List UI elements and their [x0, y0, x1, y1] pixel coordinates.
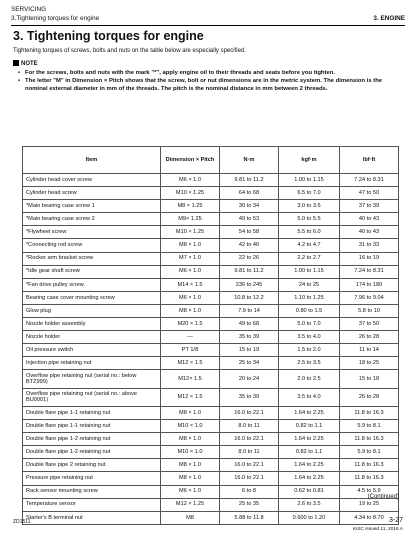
- page-title: 3. Tightening torques for engine: [13, 29, 204, 43]
- table-row: [23, 304, 399, 317]
- table-row: [23, 407, 399, 420]
- table-row: [23, 174, 399, 187]
- table-row: [23, 278, 399, 291]
- cell-dimension: M8 × 1.0: [161, 459, 220, 472]
- table-row: [23, 200, 399, 213]
- cell-nm: 236 to 245: [220, 278, 279, 291]
- cell-nm: 8.0 to 11: [220, 446, 279, 459]
- note-list: [18, 69, 404, 93]
- cell-dimension: M10 × 1.25: [161, 187, 220, 200]
- cell-kgfm: 2.0 to 2.5: [279, 370, 340, 388]
- cell-item: Double flare pipe 1-1 retaining nut: [23, 420, 161, 433]
- cell-kgfm: 4.2 to 4.7: [279, 239, 340, 252]
- table-row: [23, 388, 399, 406]
- cell-kgfm: 1.5 to 2.0: [279, 344, 340, 357]
- column-header-nm: N·m: [220, 147, 279, 174]
- cell-lbfft: 174 to 180: [340, 278, 399, 291]
- cell-dimension: M10 × 1.0: [161, 446, 220, 459]
- cell-kgfm: 3.5 to 4.0: [279, 388, 340, 406]
- cell-dimension: M12 × 1.5: [161, 357, 220, 370]
- table-row: [23, 239, 399, 252]
- table-row: [23, 459, 399, 472]
- cell-nm: 16.0 to 22.1: [220, 433, 279, 446]
- table-body: [23, 174, 399, 525]
- column-header-lbfft: lbf·ft: [340, 147, 399, 174]
- cell-dimension: M8 × 1.0: [161, 304, 220, 317]
- cell-lbfft: 4.5 to 5.9: [340, 485, 399, 498]
- cell-lbfft: 16 to 19: [340, 252, 399, 265]
- cell-kgfm: 0.80 to 1.5: [279, 304, 340, 317]
- cell-nm: 30 to 34: [220, 200, 279, 213]
- cell-kgfm: 1.64 to 2.25: [279, 407, 340, 420]
- cell-nm: 25 to 34: [220, 357, 279, 370]
- cell-dimension: M14 × 1.5: [161, 278, 220, 291]
- cell-lbfft: 5.8 to 10: [340, 304, 399, 317]
- table-row: [23, 485, 399, 498]
- table-row: [23, 187, 399, 200]
- cell-dimension: M6 × 1.0: [161, 485, 220, 498]
- cell-lbfft: 11.8 to 16.3: [340, 472, 399, 485]
- cell-dimension: PT 1/8: [161, 344, 220, 357]
- cell-lbfft: 7.96 to 9.04: [340, 291, 399, 304]
- table-row: [23, 357, 399, 370]
- table-row: [23, 318, 399, 331]
- cell-item: *Idle gear shaft screw: [23, 265, 161, 278]
- cell-dimension: M6 × 1.0: [161, 291, 220, 304]
- cell-kgfm: 2.6 to 3.5: [279, 498, 340, 511]
- cell-dimension: M9× 1.25: [161, 213, 220, 226]
- cell-item: Pressure pipe retaining nut: [23, 472, 161, 485]
- continued-label: (Continued): [367, 494, 399, 500]
- cell-item: Nozzle holder: [23, 331, 161, 344]
- cell-kgfm: 5.5 to 6.0: [279, 226, 340, 239]
- cell-dimension: M10 × 1.0: [161, 420, 220, 433]
- cell-kgfm: 1.00 to 1.15: [279, 265, 340, 278]
- cell-nm: 10.8 to 12.2: [220, 291, 279, 304]
- header-subsection: 3.Tightening torques for engine: [11, 15, 100, 22]
- table-row: [23, 331, 399, 344]
- table-row: [23, 291, 399, 304]
- cell-lbfft: 7.24 to 8.31: [340, 265, 399, 278]
- cell-nm: 35 to 39: [220, 388, 279, 406]
- intro-text: Tightening torques of screws, bolts and nuts on the table below are especially specified.: [13, 48, 246, 54]
- cell-item: Cylinder head cover screw: [23, 174, 161, 187]
- header-divider: [11, 25, 405, 26]
- cell-nm: 16.0 to 22.1: [220, 407, 279, 420]
- cell-dimension: M10 × 1.25: [161, 226, 220, 239]
- cell-kgfm: 2.2 to 2.7: [279, 252, 340, 265]
- note-heading: [13, 60, 38, 68]
- cell-kgfm: 0.600 to 1.20: [279, 511, 340, 524]
- cell-lbfft: 37 to 50: [340, 318, 399, 331]
- cell-item: *Main bearing case screw 1: [23, 200, 161, 213]
- cell-nm: 5.88 to 11.8: [220, 511, 279, 524]
- cell-kgfm: 0.82 to 1.1: [279, 420, 340, 433]
- cell-item: Nozzle holder assembly: [23, 318, 161, 331]
- cell-item: Rack sensor mounting screw: [23, 485, 161, 498]
- cell-kgfm: 1.64 to 2.25: [279, 459, 340, 472]
- cell-dimension: M8 × 1.0: [161, 239, 220, 252]
- cell-item: Overflow pipe retaining nut (serial no.: above BU0001): [23, 388, 161, 406]
- cell-lbfft: 47 to 50: [340, 187, 399, 200]
- cell-kgfm: 5.0 to 7.0: [279, 318, 340, 331]
- cell-nm: 7.9 to 14: [220, 304, 279, 317]
- cell-kgfm: 3.5 to 4.0: [279, 331, 340, 344]
- cell-dimension: M6 × 1.0: [161, 174, 220, 187]
- table-row: [23, 446, 399, 459]
- table-row: [23, 344, 399, 357]
- cell-nm: 6 to 8: [220, 485, 279, 498]
- cell-lbfft: 11.8 to 16.3: [340, 407, 399, 420]
- cell-lbfft: 4.34 to 8.70: [340, 511, 399, 524]
- cell-item: Oil pressure switch: [23, 344, 161, 357]
- torque-table: [22, 146, 399, 525]
- table-row: [23, 498, 399, 511]
- cell-nm: 9.81 to 11.2: [220, 265, 279, 278]
- cell-lbfft: 11.8 to 16.3: [340, 459, 399, 472]
- table-row: [23, 265, 399, 278]
- cell-nm: 9.81 to 11.2: [220, 174, 279, 187]
- cell-kgfm: 3.0 to 3.5: [279, 200, 340, 213]
- table-row: [23, 420, 399, 433]
- header-section: SERVICING: [11, 6, 47, 13]
- cell-kgfm: 24 to 25: [279, 278, 340, 291]
- cell-lbfft: 7.24 to 8.31: [340, 174, 399, 187]
- cell-nm: 42 to 46: [220, 239, 279, 252]
- cell-nm: 16.0 to 22.1: [220, 459, 279, 472]
- table-row: [23, 472, 399, 485]
- cell-lbfft: 5.9 to 8.1: [340, 446, 399, 459]
- cell-nm: 16.0 to 22.1: [220, 472, 279, 485]
- note-label: NOTE: [21, 61, 38, 67]
- cell-item: Double flare pipe 2 retaining nut: [23, 459, 161, 472]
- cell-kgfm: 1.00 to 1.15: [279, 174, 340, 187]
- cell-lbfft: 31 to 33: [340, 239, 399, 252]
- cell-kgfm: 1.64 to 2.25: [279, 472, 340, 485]
- cell-dimension: —: [161, 331, 220, 344]
- cell-item: Double flare pipe 1-2 retaining nut: [23, 446, 161, 459]
- table-row: [23, 511, 399, 524]
- cell-dimension: M6 × 1.0: [161, 265, 220, 278]
- cell-dimension: M7 × 1.0: [161, 252, 220, 265]
- cell-item: *Rocker arm bracket screw: [23, 252, 161, 265]
- table-row: [23, 213, 399, 226]
- note-item: • For the screws, bolts and nuts with the mark "*", apply engine oil to their threads and seats before you tighten.: [18, 69, 404, 77]
- table-header-row: [23, 147, 399, 174]
- cell-lbfft: 11 to 14: [340, 344, 399, 357]
- cell-item: Injection pipe retaining nut: [23, 357, 161, 370]
- cell-kgfm: 0.82 to 1.1: [279, 446, 340, 459]
- column-header-item: Item: [23, 147, 161, 174]
- cell-item: Glow plug: [23, 304, 161, 317]
- cell-dimension: M8 × 1.25: [161, 200, 220, 213]
- cell-lbfft: 18 to 25: [340, 357, 399, 370]
- cell-nm: 22 to 26: [220, 252, 279, 265]
- cell-item: Double flare pipe 1-1 retaining nut: [23, 407, 161, 420]
- cell-kgfm: 5.0 to 5.5: [279, 213, 340, 226]
- table-row: [23, 433, 399, 446]
- cell-nm: 49 to 53: [220, 213, 279, 226]
- cell-item: Starter's B terminal nut: [23, 511, 161, 524]
- cell-nm: 64 to 68: [220, 187, 279, 200]
- column-header-dimension: Dimension × Pitch: [161, 147, 220, 174]
- cell-dimension: M8 × 1.0: [161, 407, 220, 420]
- cell-dimension: M8: [161, 511, 220, 524]
- cell-nm: 8.0 to 11: [220, 420, 279, 433]
- cell-item: *Fan drive pulley screw: [23, 278, 161, 291]
- cell-lbfft: 26 to 28: [340, 388, 399, 406]
- cell-dimension: M12 × 1.5: [161, 388, 220, 406]
- cell-item: Bearing case cover mounting screw: [23, 291, 161, 304]
- footer-issue: KiSC issued 11, 2016 A: [352, 527, 403, 532]
- cell-dimension: M8 × 1.0: [161, 472, 220, 485]
- cell-dimension: M12 × 1.25: [161, 498, 220, 511]
- cell-nm: 25 to 35: [220, 498, 279, 511]
- cell-kgfm: 0.62 to 0.81: [279, 485, 340, 498]
- cell-lbfft: 40 to 43: [340, 226, 399, 239]
- cell-nm: 20 to 24: [220, 370, 279, 388]
- cell-lbfft: 15 to 18: [340, 370, 399, 388]
- cell-item: *Flywheel screw: [23, 226, 161, 239]
- table-row: [23, 226, 399, 239]
- page-header: [11, 6, 405, 30]
- cell-item: Cylinder head screw: [23, 187, 161, 200]
- footer-page-number: 3-27: [388, 517, 403, 524]
- cell-lbfft: 26 to 28: [340, 331, 399, 344]
- cell-kgfm: 6.5 to 7.0: [279, 187, 340, 200]
- cell-item: Double flare pipe 1-2 retaining nut: [23, 433, 161, 446]
- note-item: • The letter "M" in Dimension × Pitch shows that the screw, bolt or nut dimensions are in the metric system. The dimension is the nominal external diameter in mm of the threads. The pitch is the nominal distance in mm between 2 threads.: [18, 77, 404, 93]
- cell-nm: 49 to 68: [220, 318, 279, 331]
- cell-nm: 54 to 58: [220, 226, 279, 239]
- column-header-kgfm: kgf·m: [279, 147, 340, 174]
- header-chapter: 3. ENGINE: [373, 15, 405, 22]
- cell-lbfft: 19 to 25: [340, 498, 399, 511]
- cell-nm: 15 to 19: [220, 344, 279, 357]
- cell-item: *Main bearing case screw 2: [23, 213, 161, 226]
- cell-dimension: M12× 1.5: [161, 370, 220, 388]
- cell-kgfm: 1.64 to 2.25: [279, 433, 340, 446]
- cell-dimension: M20 × 1.5: [161, 318, 220, 331]
- table-row: [23, 370, 399, 388]
- cell-lbfft: 5.9 to 8.1: [340, 420, 399, 433]
- cell-item: Overflow pipe retaining nut (serial no.: below BTZ999): [23, 370, 161, 388]
- footer-code: ZD1511: [13, 519, 31, 525]
- cell-lbfft: 11.8 to 16.3: [340, 433, 399, 446]
- cell-nm: 35 to 39: [220, 331, 279, 344]
- cell-lbfft: 40 to 43: [340, 213, 399, 226]
- cell-dimension: M8 × 1.0: [161, 433, 220, 446]
- cell-item: Temperature sensor: [23, 498, 161, 511]
- cell-kgfm: 2.5 to 3.5: [279, 357, 340, 370]
- note-square-icon: [13, 60, 19, 66]
- cell-kgfm: 1.10 to 1.25: [279, 291, 340, 304]
- cell-item: *Connecting rod screw: [23, 239, 161, 252]
- table-row: [23, 252, 399, 265]
- cell-lbfft: 37 to 39: [340, 200, 399, 213]
